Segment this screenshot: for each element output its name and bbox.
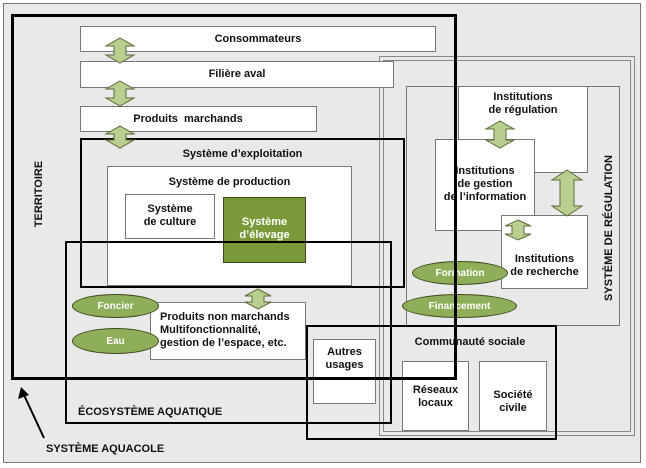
- arrow-regulation-recherche: [552, 170, 582, 216]
- societe-civile-label: Société civile: [493, 389, 533, 414]
- institutions-recherche-label: Institutions de recherche: [510, 253, 579, 278]
- territoire-label: TERRITOIRE: [33, 160, 45, 228]
- systeme-culture-label: Système de culture: [143, 203, 197, 228]
- systeme-exploitation-label: Système d’exploitation: [182, 148, 303, 160]
- systeme-production-label: Système de production: [168, 176, 291, 188]
- reseaux-locaux-label: Réseaux locaux: [412, 384, 459, 409]
- arrow-regulation-gestion: [486, 121, 514, 148]
- consommateurs-label: Consommateurs: [214, 33, 302, 45]
- systeme-aquacole-label: SYSTÈME AQUACOLE: [46, 443, 165, 455]
- eau-oval: Eau: [72, 328, 159, 354]
- institutions-gestion-label: Institutions de gestion de l’information: [443, 165, 527, 203]
- produits-non-marchands-label: Produits non marchands Multifonctionnalité, gestion de l’espace, etc.: [160, 311, 290, 349]
- arrow-filiere-produits: [106, 81, 134, 106]
- arrow-gestion-recherche: [505, 220, 531, 240]
- formation-oval: Formation: [412, 261, 508, 285]
- foncier-oval: Foncier: [72, 294, 159, 318]
- systeme-regulation-label: SYSTÈME DE RÉGULATION: [603, 155, 615, 301]
- produits-marchands-label: Produits marchands: [133, 113, 243, 125]
- arrow-consommateurs-filiere: [106, 38, 134, 63]
- financement-oval: Financement: [402, 294, 517, 318]
- systeme-elevage-label: Système d’élevage: [239, 216, 290, 241]
- ecosysteme-aquatique-label: ÉCOSYSTÈME AQUATIQUE: [78, 406, 223, 418]
- autres-usages-label: Autres usages: [325, 346, 364, 371]
- arrow-produits-exploitation: [106, 126, 134, 148]
- communaute-sociale-label: Communauté sociale: [414, 336, 526, 348]
- arrow-production-nonmarchands: [245, 289, 271, 309]
- filiere-aval-label: Filière aval: [208, 68, 266, 80]
- institutions-regulation-label: Institutions de régulation: [488, 91, 558, 116]
